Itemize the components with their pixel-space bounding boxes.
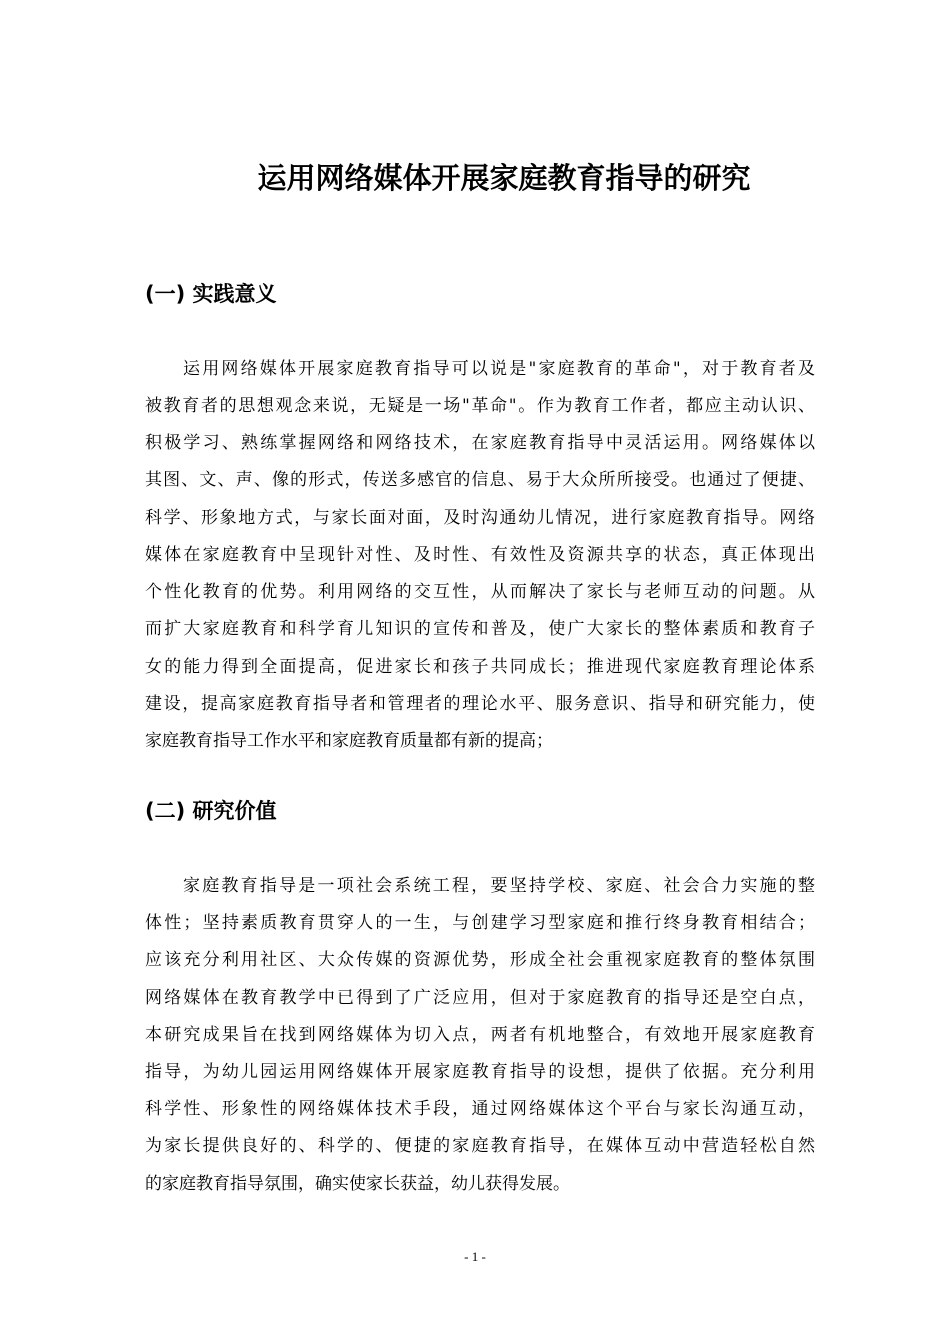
paragraph-line: 科学性、形象性的网络媒体技术手段，通过网络媒体这个平台与家长沟通互动， — [145, 1099, 815, 1119]
paragraph-line: 媒体在家庭教育中呈现针对性、及时性、有效性及资源共享的状态，真正体现出 — [145, 545, 815, 565]
paragraph-line: 个性化教育的优势。利用网络的交互性，从而解决了家长与老师互动的问题。从 — [145, 582, 815, 602]
paragraph-line: 网络媒体在教育教学中已得到了广泛应用，但对于家庭教育的指导还是空白点， — [145, 988, 815, 1008]
paragraph-line: 体性；坚持素质教育贯穿人的一生，与创建学习型家庭和推行终身教育相结合； — [145, 913, 815, 933]
paragraph-line: 其图、文、声、像的形式，传送多感官的信息、易于大众所所接受。也通过了便捷、 — [145, 470, 815, 490]
section-heading-research-value: (二) 研究价值 — [145, 799, 277, 823]
paragraph-line: 本研究成果旨在找到网络媒体为切入点，两者有机地整合，有效地开展家庭教育 — [145, 1025, 815, 1045]
page-number: - 1 - — [464, 1249, 486, 1264]
paragraph-line: 积极学习、熟练掌握网络和网络技术，在家庭教育指导中灵活运用。网络媒体以 — [145, 433, 815, 453]
paragraph-line: 运用网络媒体开展家庭教育指导可以说是"家庭教育的革命"，对于教育者及 — [183, 359, 815, 379]
document-title: 运用网络媒体开展家庭教育指导的研究 — [257, 161, 751, 195]
paragraph-line: 指导，为幼儿园运用网络媒体开展家庭教育指导的设想，提供了依据。充分利用 — [145, 1062, 815, 1082]
section-heading-practical-significance: (一) 实践意义 — [145, 282, 277, 306]
paragraph-line: 而扩大家庭教育和科学育儿知识的宣传和普及，使广大家长的整体素质和教育子 — [145, 619, 815, 639]
paragraph-line: 家庭教育指导是一项社会系统工程，要坚持学校、家庭、社会合力实施的整 — [183, 876, 815, 896]
paragraph-line: 科学、形象地方式，与家长面对面，及时沟通幼儿情况，进行家庭教育指导。网络 — [145, 508, 815, 528]
paragraph-line: 被教育者的思想观念来说，无疑是一场"革命"。作为教育工作者，都应主动认识、 — [145, 396, 815, 416]
paragraph-line: 家庭教育指导工作水平和家庭教育质量都有新的提高； — [145, 731, 553, 751]
paragraph-line: 的家庭教育指导氛围，确实使家长获益，幼儿获得发展。 — [145, 1174, 570, 1194]
paragraph-line: 建设，提高家庭教育指导者和管理者的理论水平、服务意识、指导和研究能力，使 — [145, 694, 815, 714]
paragraph-line: 应该充分利用社区、大众传媒的资源优势，形成全社会重视家庭教育的整体氛围 — [145, 950, 815, 970]
paragraph-line: 为家长提供良好的、科学的、便捷的家庭教育指导，在媒体互动中营造轻松自然 — [145, 1136, 815, 1156]
paragraph-line: 女的能力得到全面提高，促进家长和孩子共同成长；推进现代家庭教育理论体系 — [145, 657, 815, 677]
